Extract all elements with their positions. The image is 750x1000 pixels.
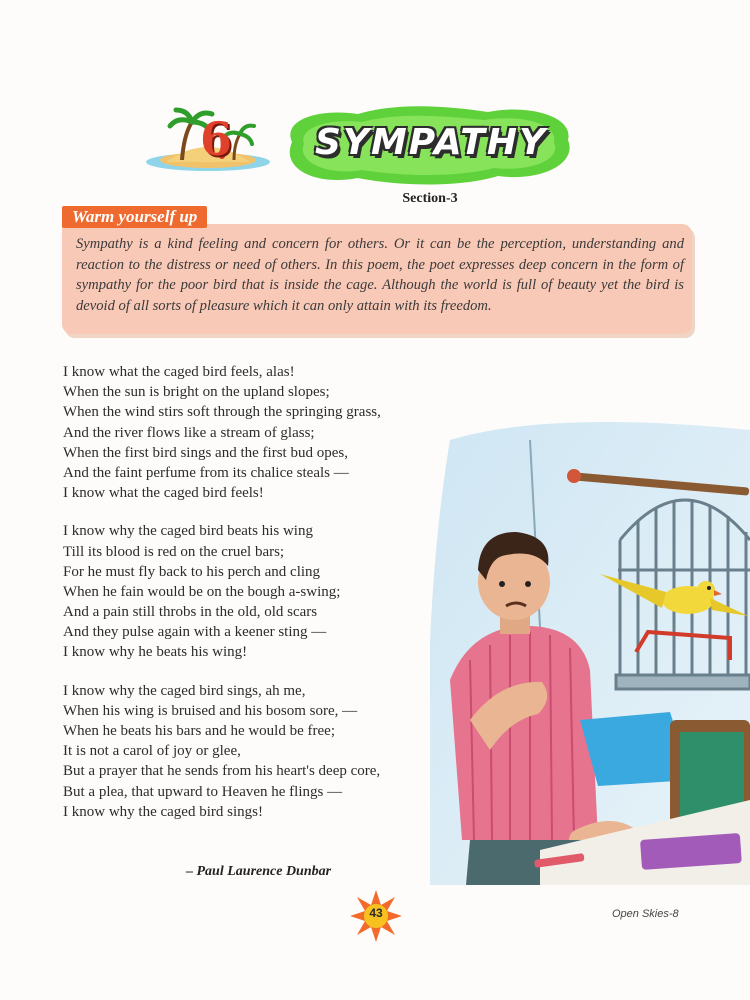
poem-line: And a pain still throbs in the old, old scars [63, 604, 318, 621]
poem-line: When he fain would be on the bough a-swing; [63, 583, 341, 600]
stanza-3 [63, 681, 483, 822]
poem-line: I know what the caged bird feels! [63, 485, 264, 502]
poem-line: For he must fly back to his perch and cling [63, 563, 321, 580]
poem [63, 362, 483, 822]
poem-line: But a prayer that he sends from his heart's deep core, [63, 763, 381, 780]
poem-line: I know why the caged bird sings! [63, 803, 263, 820]
poem-line: I know why the caged bird sings, ah me, [63, 682, 306, 699]
poem-line: I know why he beats his wing! [63, 644, 248, 661]
poem-author: – Paul Laurence Dunbar [186, 864, 332, 879]
poem-line: And the river flows like a stream of glass; [63, 424, 315, 441]
section-label: Section-3 [402, 191, 458, 206]
poem-line: When the first bird sings and the first bud opes, [63, 444, 348, 461]
warm-up-text: Sympathy is a kind feeling and concern for others. Or it can be the perception, understanding and reaction to the distress or need of others. In this poem, the poet expresses deep concern in the form of sympathy for the poor bird that is inside the cage. Although the world is full of beauty yet the bird is devoid of all sorts of pleasure which it can only attain with its freedom. [76, 236, 684, 314]
poem-line: And the faint perfume from its chalice steals — [63, 464, 349, 481]
page-number: 43 [369, 906, 383, 920]
poem-line: When his wing is bruised and his bosom sore, — [63, 702, 358, 719]
poem-line: When the wind stirs soft through the springing grass, [63, 404, 381, 421]
poem-line: But a plea, that upward to Heaven he flings — [63, 783, 343, 800]
poem-line: I know what the caged bird feels, alas! [63, 364, 295, 380]
stanza-1 [63, 362, 483, 503]
poem-line: It is not a carol of joy or glee, [63, 743, 241, 760]
page-title: SYMPATHY [314, 122, 548, 163]
poem-line: When he beats his bars and he would be free; [63, 723, 335, 739]
poem-line: And they pulse again with a keener sting — [63, 624, 327, 641]
poem-line: When the sun is bright on the upland slopes; [63, 384, 330, 401]
warm-up-heading: Warm yourself up [62, 206, 207, 228]
stanza-2 [63, 521, 483, 662]
poem-line: I know why the caged bird beats his wing [63, 523, 313, 540]
poem-line: Till its blood is red on the cruel bars; [63, 543, 285, 560]
book-name: Open Skies-8 [612, 908, 679, 920]
chapter-number: 6 [199, 112, 232, 166]
